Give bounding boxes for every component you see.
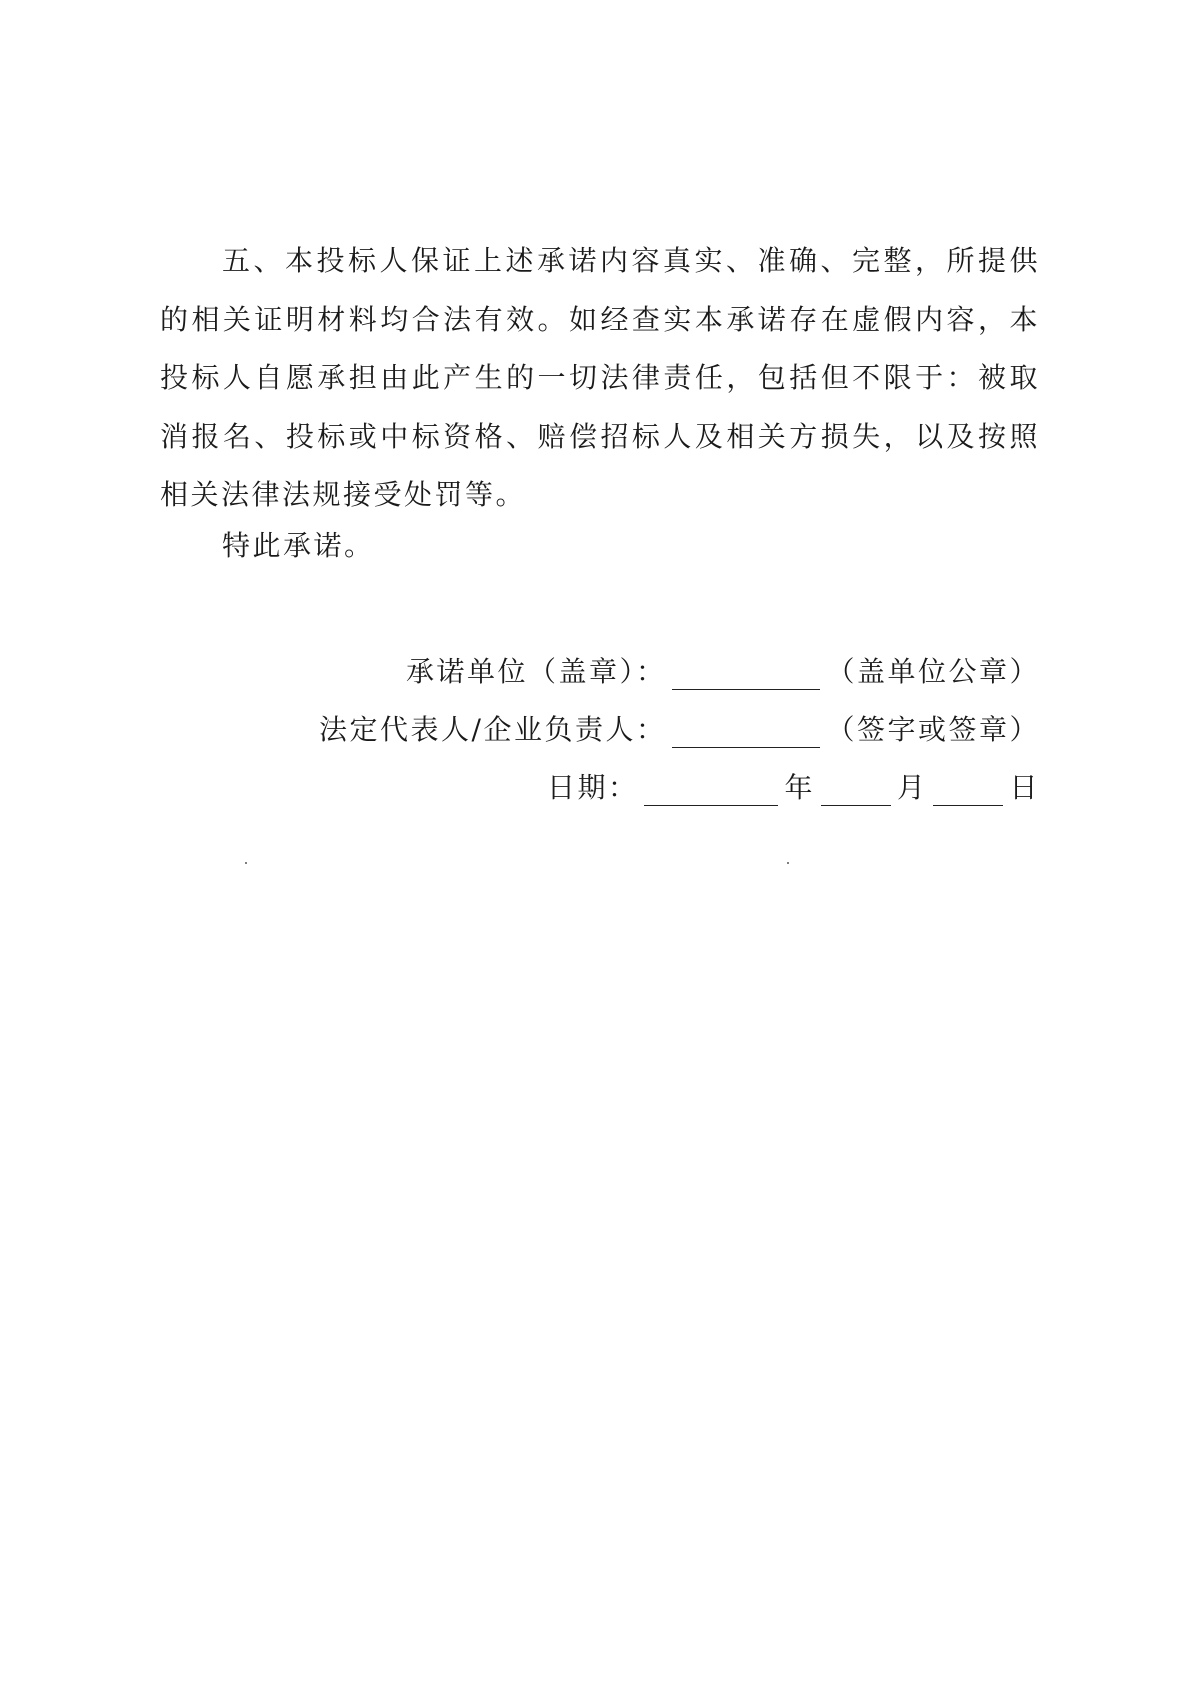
signature-date-row xyxy=(547,766,1040,806)
month-label: 月 xyxy=(896,771,928,804)
representative-note: （签字或签章） xyxy=(826,713,1040,746)
scan-speck xyxy=(787,862,789,864)
year-label: 年 xyxy=(784,771,815,804)
signature-unit-row xyxy=(406,650,1040,690)
scan-speck xyxy=(245,862,247,864)
signature-representative-row xyxy=(319,708,1040,748)
month-blank-line xyxy=(821,775,891,806)
date-label: 日期： xyxy=(546,771,639,804)
unit-blank-line xyxy=(672,659,820,690)
unit-note: （盖单位公章） xyxy=(826,655,1040,688)
day-label: 日 xyxy=(1009,771,1040,804)
closing-statement: 特此承诺。 xyxy=(222,529,375,562)
year-blank-line xyxy=(644,775,778,806)
commitment-paragraph: 五、本投标人保证上述承诺内容真实、准确、完整，所提供的相关证明材料均合法有效。如经查实本承诺存在虚假内容，本投标人自愿承担由此产生的一切法律责任，包括但不限于：被取消报名、投标或中标资格、赔偿招标人及相关方损失，以及按照相关法律法规接受处罚等。 xyxy=(160,244,1040,511)
unit-label: 承诺单位（盖章）： xyxy=(405,655,667,688)
representative-blank-line xyxy=(672,717,820,748)
representative-label: 法定代表人/企业负责人： xyxy=(319,713,667,746)
day-blank-line xyxy=(933,775,1003,806)
